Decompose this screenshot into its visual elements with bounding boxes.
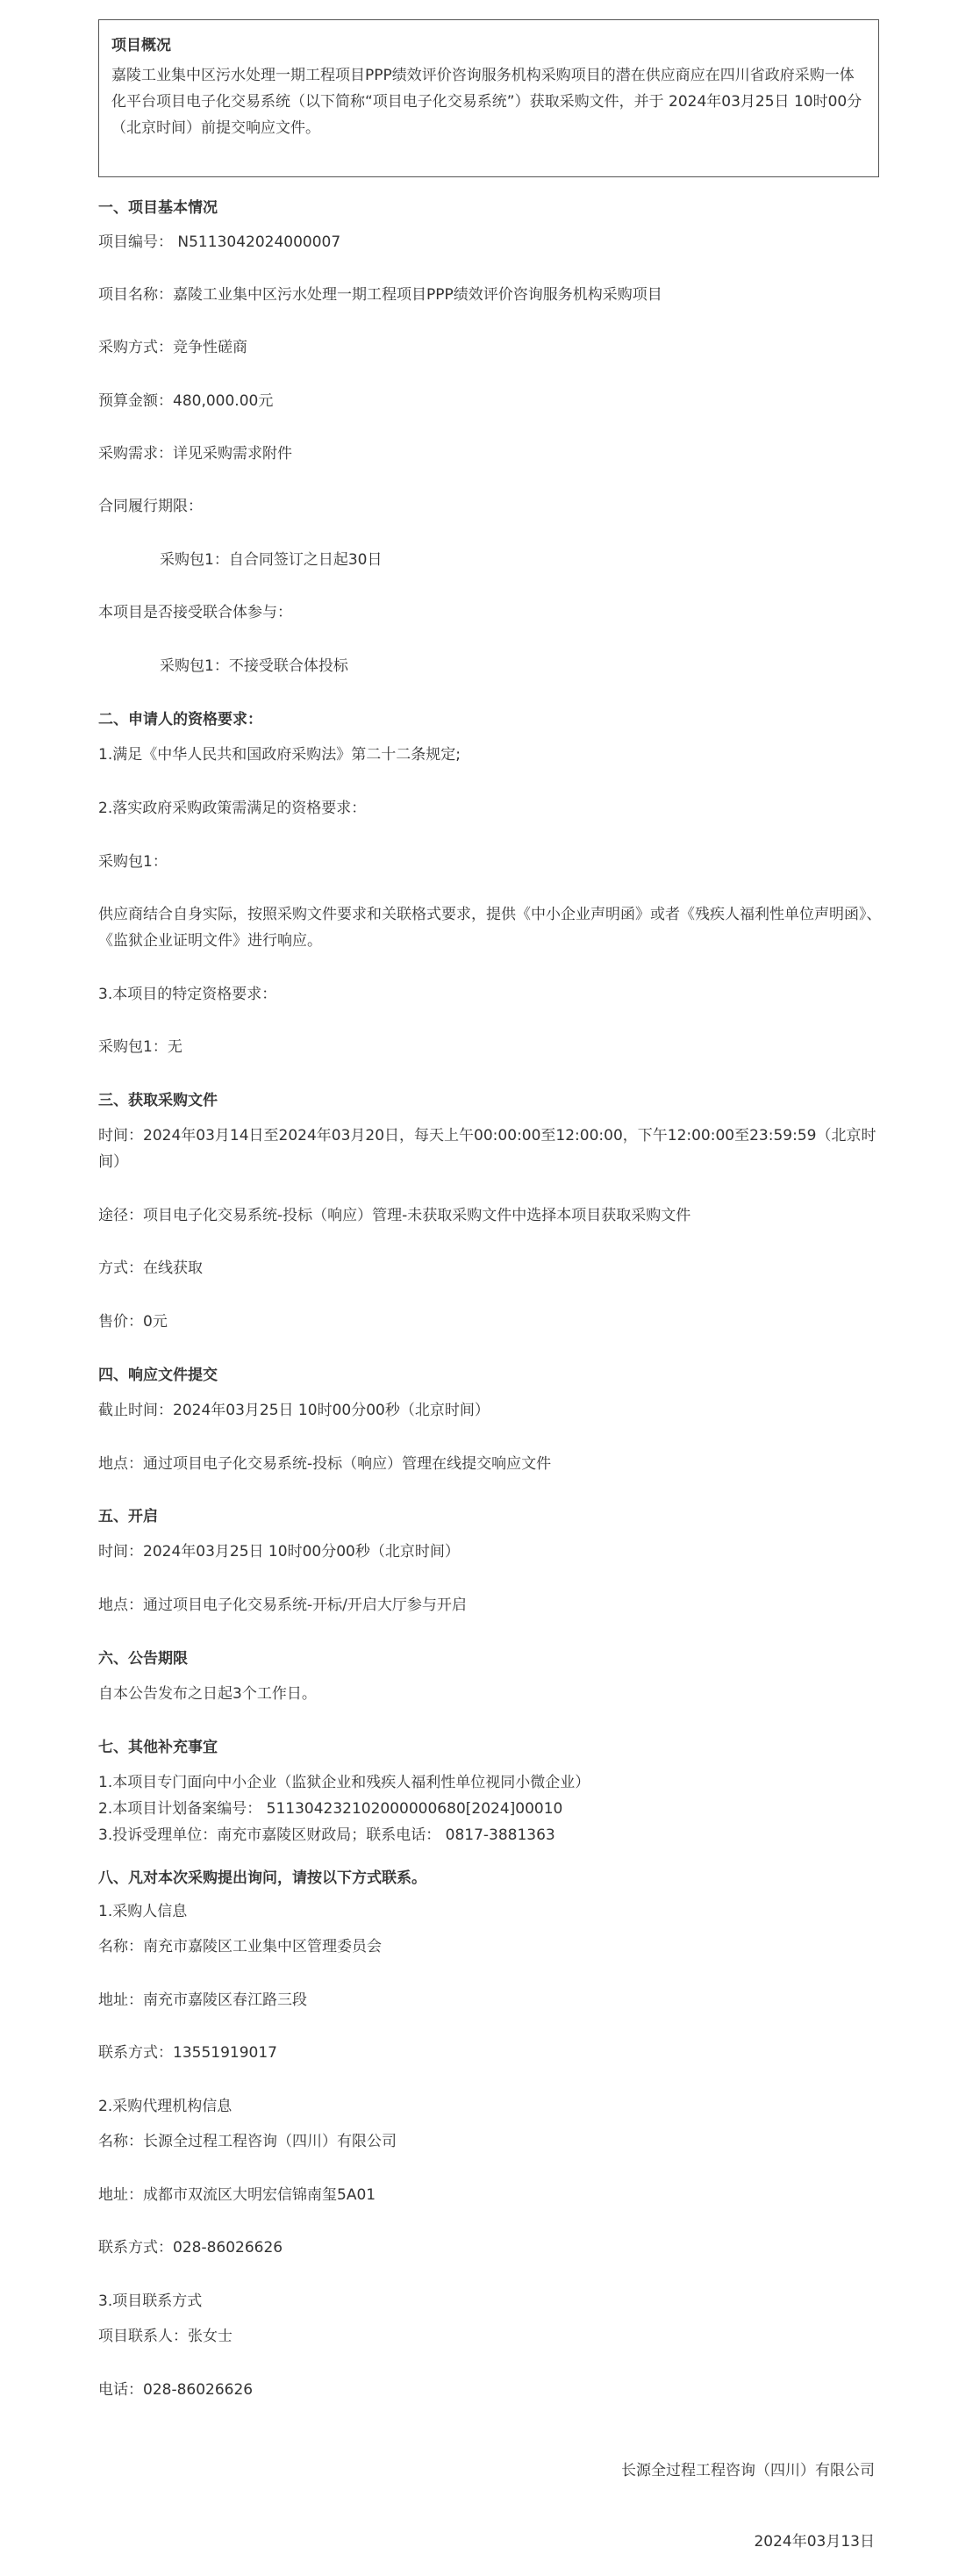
notice-period: 自本公告发布之日起3个工作日。: [98, 1685, 317, 1703]
acquire-price: 售价：0元: [98, 1313, 168, 1331]
agent-address: 地址：成都市双流区大明宏信锦南玺5A01: [98, 2186, 376, 2204]
signature-date: 2024年03月13日: [754, 2533, 875, 2551]
qualification-item-2: 2.落实政府采购政策需满足的资格要求：: [98, 800, 367, 817]
submission-place: 地点：通过项目电子化交易系统-投标（响应）管理在线提交响应文件: [98, 1455, 552, 1473]
buyer-info-title: 1.采购人信息: [98, 1903, 188, 1920]
acquire-time: 时间：2024年03月14日至2024年03月20日，每天上午00:00:00至12:00:00，下午12:00:00至23:59:59（北京时间）: [98, 1127, 876, 1171]
consortium-package: 采购包1：不接受联合体投标: [160, 657, 348, 675]
section-7-heading: 七、其他补充事宜: [98, 1739, 218, 1756]
project-contact-phone: 电话：028-86026626: [98, 2381, 254, 2399]
project-number: 项目编号： N5113042024000007: [98, 233, 341, 251]
section-6-heading: 六、公告期限: [98, 1650, 188, 1668]
overview-title: 项目概况: [111, 37, 171, 54]
qualification-item-3: 3.本项目的特定资格要求：: [98, 986, 277, 1003]
agent-name: 名称：长源全过程工程咨询（四川）有限公司: [98, 2133, 397, 2150]
section-5-heading: 五、开启: [98, 1508, 158, 1525]
signature-organization: 长源全过程工程咨询（四川）有限公司: [621, 2462, 875, 2479]
project-contact-title: 3.项目联系方式: [98, 2293, 203, 2310]
buyer-address: 地址：南充市嘉陵区春江路三段: [98, 1991, 307, 2009]
agent-info-title: 2.采购代理机构信息: [98, 2098, 233, 2115]
budget-amount: 预算金额：480,000.00元: [98, 392, 274, 410]
section-8-heading: 八、凡对本次采购提出询问，请按以下方式联系。: [98, 1869, 426, 1887]
section-1-heading: 一、项目基本情况: [98, 199, 218, 217]
qualification-policy: 供应商结合自身实际，按照采购文件要求和关联格式要求，提供《中小企业声明函》或者《残疾人福利性单位声明函》、《监狱企业证明文件》进行响应。: [98, 906, 882, 950]
consortium-label: 本项目是否接受联合体参与：: [98, 604, 292, 621]
project-name: 项目名称：嘉陵工业集中区污水处理一期工程项目PPP绩效评价咨询服务机构采购项目: [98, 286, 662, 304]
overview-text: 嘉陵工业集中区污水处理一期工程项目PPP绩效评价咨询服务机构采购项目的潜在供应商应在四川省政府采购一体化平台项目电子化交易系统（以下简称“项目电子化交易系统”）获取采购文件，并于 2024年03月25日 10时00分 （北京时间）前提交响应文件。: [111, 67, 862, 137]
procurement-demand: 采购需求：详见采购需求附件: [98, 445, 292, 463]
supplement-item-2: 2.本项目计划备案编号： 511304232102000000680[2024]00010: [98, 1800, 563, 1818]
buyer-name: 名称：南充市嘉陵区工业集中区管理委员会: [98, 1938, 382, 1955]
contract-term-package: 采购包1：自合同签订之日起30日: [160, 551, 383, 569]
project-overview-box: [98, 19, 879, 177]
supplement-item-1: 1.本项目专门面向中小企业（监狱企业和残疾人福利性单位视同小微企业）: [98, 1774, 590, 1791]
contract-term-label: 合同履行期限：: [98, 498, 203, 515]
section-4-heading: 四、响应文件提交: [98, 1367, 218, 1384]
supplement-item-3: 3.投诉受理单位：南充市嘉陵区财政局；联系电话： 0817-3881363: [98, 1826, 555, 1844]
qualification-item-1: 1.满足《中华人民共和国政府采购法》第二十二条规定;: [98, 746, 461, 764]
opening-time: 时间：2024年03月25日 10时00分00秒（北京时间）: [98, 1543, 460, 1561]
qualification-package: 采购包1：: [98, 853, 168, 871]
project-contact-person: 项目联系人：张女士: [98, 2328, 233, 2345]
section-2-heading: 二、申请人的资格要求：: [98, 711, 262, 728]
submission-deadline: 截止时间：2024年03月25日 10时00分00秒（北京时间）: [98, 1402, 490, 1419]
opening-place: 地点：通过项目电子化交易系统-开标/开启大厅参与开启: [98, 1597, 467, 1614]
agent-contact: 联系方式：028-86026626: [98, 2239, 283, 2257]
acquire-way: 途径：项目电子化交易系统-投标（响应）管理-未获取采购文件中选择本项目获取采购文件: [98, 1207, 691, 1224]
acquire-mode: 方式：在线获取: [98, 1259, 203, 1277]
section-3-heading: 三、获取采购文件: [98, 1092, 218, 1109]
qualification-package-none: 采购包1：无: [98, 1038, 182, 1056]
buyer-contact: 联系方式：13551919017: [98, 2044, 277, 2062]
procurement-method: 采购方式：竞争性磋商: [98, 339, 247, 356]
